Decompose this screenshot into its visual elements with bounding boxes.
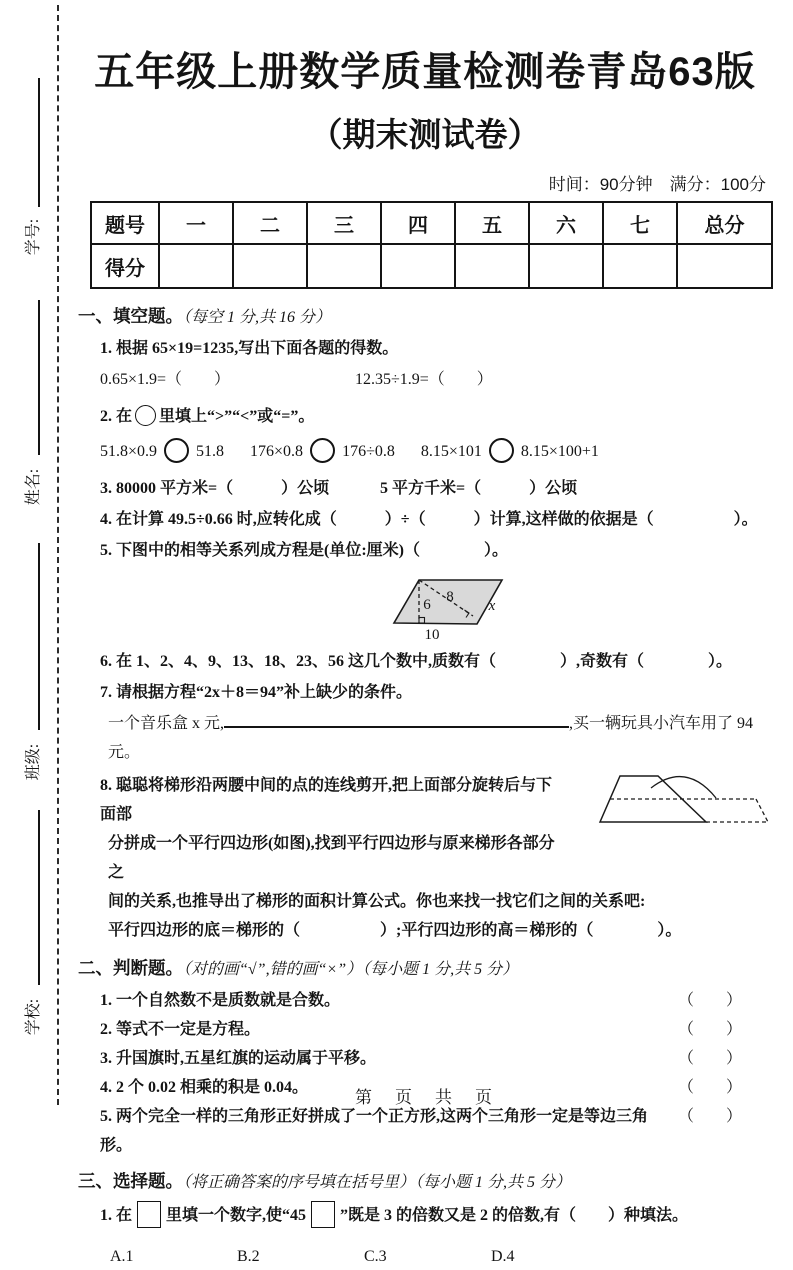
option-a: A.1 (110, 1248, 134, 1265)
q7-blank-post: ,买一辆玩具小汽车用了 94 元。 (108, 715, 754, 761)
option-d: D.4 (491, 1248, 515, 1265)
q3-part-a: 3. 80000 平方米=（ ）公顷 (100, 480, 330, 497)
section-1-heading (78, 303, 772, 328)
compare-pair (100, 437, 224, 466)
question-1-2-items (78, 437, 772, 466)
section-2-title: 二、判断题。 (78, 958, 183, 978)
score-header-cell: 四 (381, 202, 455, 244)
page-subtitle: （期末测试卷） (309, 116, 541, 153)
question-1-4: 4. 在计算 49.5÷0.66 时,应转化成（ ）÷（ ）计算,这样做的依据是（ ）。 (100, 511, 758, 528)
score-header-cell: 五 (455, 202, 529, 244)
q2-stem-post: 里填上“>”“<”或“=”。 (159, 408, 315, 425)
question-1-5: 5. 下图中的相等关系列成方程是(单位:厘米)（ ）。 (100, 542, 508, 559)
section-2-note: （对的画“√”,错的画“×”）（每小题 1 分,共 5 分） (183, 961, 519, 978)
q8-line-3: 间的关系,也推导出了梯形的面积计算公式。你也来找一找它们之间的关系吧: (108, 893, 646, 910)
figure-side-label: x (488, 598, 496, 614)
question-1-3 (78, 474, 772, 503)
student-id-blank-line (38, 78, 40, 207)
score-header-cell: 七 (603, 202, 677, 244)
score-header-cell: 一 (159, 202, 233, 244)
score-header-cell: 题号 (91, 202, 159, 244)
exam-page (78, 0, 772, 1270)
parallelogram-figure-container (78, 569, 772, 645)
pair-left: 8.15×101 (420, 443, 482, 460)
q7-blank-pre: 一个音乐盒 x 元, (108, 715, 225, 732)
judge-text: 4. 2 个 0.02 相乘的积是 0.04。 (100, 1079, 309, 1096)
compare-pair (421, 437, 599, 466)
score-header-cell: 三 (307, 202, 381, 244)
judge-text: 3. 升国旗时,五星红旗的运动属于平移。 (100, 1050, 377, 1067)
score-empty-cell (455, 244, 529, 288)
q8-line-4: 平行四边形的底＝梯形的（ ）;平行四边形的高＝梯形的（ ）。 (108, 922, 682, 939)
question-1-8 (78, 771, 772, 945)
seal-dashed-line (57, 5, 59, 1105)
compare-circle-icon (489, 438, 514, 463)
section-1-title: 一、填空题。 (78, 306, 183, 326)
answer-bracket: （ ） (677, 1108, 742, 1125)
answer-bracket: （ ） (677, 1079, 742, 1096)
choice-question-1 (78, 1201, 772, 1230)
answer-bracket: （ ） (677, 1021, 742, 1038)
rotation-arc (651, 777, 716, 798)
score-empty-cell (307, 244, 381, 288)
name-blank-line (38, 300, 40, 455)
compare-circle-icon (310, 438, 335, 463)
section-3-heading (78, 1168, 772, 1193)
score-empty-cell (529, 244, 603, 288)
score-empty-cell (381, 244, 455, 288)
score-header-cell: 总分 (677, 202, 772, 244)
answer-blank-line (224, 713, 569, 728)
option-b: B.2 (237, 1248, 260, 1265)
pair-left: 51.8×0.9 (100, 443, 158, 460)
question-1-2 (78, 402, 772, 431)
trapezoid-figure (588, 767, 780, 835)
pair-right: 8.15×100+1 (520, 443, 599, 460)
question-1-6: 6. 在 1、2、4、9、13、18、23、56 这几个数中,质数有（ ）,奇数有（ ）。 (100, 653, 733, 670)
section-2-heading (78, 955, 772, 980)
q8-line-1: 8. 聪聪将梯形沿两腰中间的点的连线剪开,把上面部分旋转后与下面部 (100, 777, 553, 823)
q2-stem-pre: 2. 在 (100, 408, 133, 425)
judge-item-1 (78, 986, 772, 1015)
q1-item-a: 0.65×1.9=（ ） (100, 371, 231, 388)
pair-right: 176÷0.8 (342, 443, 395, 460)
judge-item-2 (78, 1015, 772, 1044)
student-id-label: 学号: (25, 218, 42, 256)
q8-line-2: 分拼成一个平行四边形(如图),找到平行四边形与原来梯形各部分之 (108, 835, 555, 881)
choice-q1-pre: 1. 在 (100, 1207, 133, 1224)
q3-part-b: 5 平方千米=（ ）公顷 (380, 480, 578, 497)
fill-digit-box (311, 1201, 335, 1228)
compare-circle-icon (135, 405, 156, 426)
choice-options (78, 1244, 772, 1270)
judge-text: 2. 等式不一定是方程。 (100, 1021, 261, 1038)
section-3-title: 三、选择题。 (78, 1171, 183, 1191)
class-label: 班级: (25, 743, 42, 781)
option-c: C.3 (364, 1248, 387, 1265)
score-empty-cell (603, 244, 677, 288)
figure-slant-label: 8 (446, 589, 454, 605)
score-empty-cell (233, 244, 307, 288)
school-blank-line (38, 810, 40, 985)
question-1-7: 7. 请根据方程“2x＋8＝94”补上缺少的条件。 (100, 684, 413, 701)
time-score-info: 时间：90分钟 满分：100分 (548, 175, 766, 194)
q1-item-b: 12.35÷1.9=（ ） (355, 371, 493, 388)
score-row-label: 得分 (91, 244, 159, 288)
question-1-1-items (78, 365, 772, 394)
pair-right: 51.8 (196, 443, 225, 460)
page-title: 五年级上册数学质量检测卷青岛63版 (94, 50, 756, 94)
question-1-1: 1. 根据 65×19=1235,写出下面各题的得数。 (100, 340, 399, 357)
figure-height-label: 6 (423, 597, 431, 613)
choice-q1-mid: 里填一个数字,使“45 (166, 1207, 307, 1224)
section-3-note: （将正确答案的序号填在括号里）（每小题 1 分,共 5 分） (183, 1174, 572, 1191)
school-label: 学校: (25, 998, 42, 1036)
answer-bracket: （ ） (677, 1050, 742, 1067)
class-blank-line (38, 543, 40, 730)
judge-item-5 (78, 1102, 772, 1160)
score-empty-cell (159, 244, 233, 288)
judge-item-3 (78, 1044, 772, 1073)
name-label: 姓名: (25, 468, 42, 506)
compare-circle-icon (164, 438, 189, 463)
score-table (90, 201, 773, 289)
choice-q1-post: ”既是 3 的倍数又是 2 的倍数,有（ ）种填法。 (340, 1207, 689, 1224)
fill-digit-box (137, 1201, 161, 1228)
compare-pair (250, 437, 395, 466)
judge-text: 1. 一个自然数不是质数就是合数。 (100, 992, 341, 1009)
parallelogram-figure (386, 569, 581, 643)
score-header-cell: 六 (529, 202, 603, 244)
judge-text: 5. 两个完全一样的三角形正好拼成了一个正方形,这两个三角形一定是等边三角形。 (100, 1108, 649, 1154)
question-1-7-blank-line (78, 709, 772, 767)
score-header-cell: 二 (233, 202, 307, 244)
score-empty-cell (677, 244, 772, 288)
section-1-note: （每空 1 分,共 16 分） (183, 309, 332, 326)
page-footer: 第 页 共 页 (355, 1088, 495, 1107)
answer-bracket: （ ） (677, 992, 742, 1009)
pair-left: 176×0.8 (250, 443, 304, 460)
figure-base-label: 10 (424, 627, 440, 643)
